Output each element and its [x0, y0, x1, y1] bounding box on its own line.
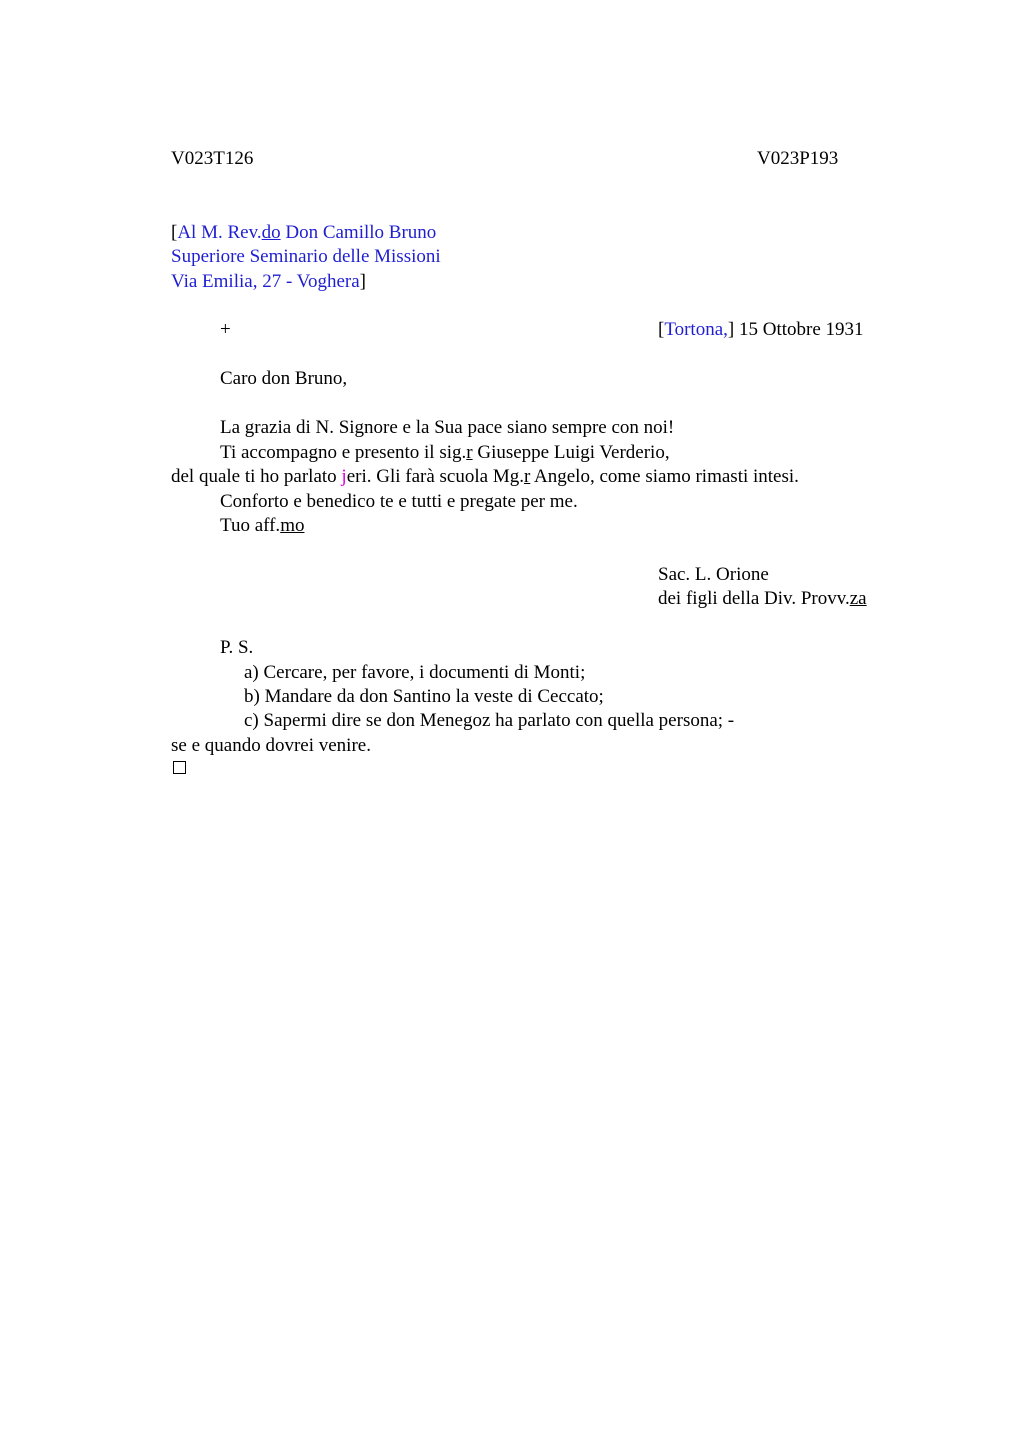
address-recipient-title: Al M. Rev.: [177, 222, 262, 243]
closing: [220, 514, 304, 538]
body-line-3: [171, 465, 799, 489]
dateline-place: Tortona,: [664, 319, 728, 340]
address-line-1: [171, 221, 436, 245]
signature-title: [658, 587, 867, 611]
closing-abbrev: mo: [280, 515, 305, 536]
body-line-2-end: Giuseppe Luigi Verderio,: [472, 442, 670, 463]
closing-text: Tuo aff.: [220, 515, 281, 536]
address-line-2: Superiore Seminario delle Missioni: [171, 246, 441, 267]
dateline: [658, 318, 864, 342]
ps-item-b: b) Mandare da don Santino la veste di Ceccato;: [244, 686, 604, 707]
signature-title-abbrev: za: [849, 588, 867, 609]
body-line-3-variant-letter: j: [341, 466, 347, 487]
address-line-3: [171, 270, 366, 294]
body-line-2: [220, 441, 670, 465]
ps-item-c-continuation: se e quando dovrei venire.: [171, 735, 371, 756]
address-city: Via Emilia, 27 - Voghera: [171, 271, 360, 292]
cross-symbol: +: [220, 319, 231, 340]
dateline-close-bracket: ]: [727, 319, 735, 340]
body-line-3-middle: eri. Gli farà scuola Mg.: [346, 466, 524, 487]
dateline-open-bracket: [: [658, 319, 665, 340]
ps-item-a: a) Cercare, per favore, i documenti di Monti;: [244, 662, 586, 683]
address-recipient-name: Don Camillo Bruno: [280, 222, 437, 243]
body-line-4: Conforto e benedico te e tutti e pregate per me.: [220, 491, 578, 512]
document-code-left: V023T126: [171, 148, 254, 169]
end-square-icon: [173, 761, 186, 774]
body-line-1: La grazia di N. Signore e la Sua pace siano sempre con noi!: [220, 417, 675, 438]
address-recipient-abbrev: do: [261, 222, 281, 243]
body-line-3-end: Angelo, come siamo rimasti intesi.: [530, 466, 799, 487]
ps-item-c: c) Sapermi dire se don Menegoz ha parlato con quella persona; -: [244, 710, 735, 731]
body-line-2-abbrev: r: [466, 442, 473, 463]
body-line-2-start: Ti accompagno e presento il sig.: [220, 442, 467, 463]
document-code-right: V023P193: [757, 148, 839, 169]
address-close-bracket: ]: [359, 271, 366, 292]
body-line-3-start: del quale ti ho parlato: [171, 466, 342, 487]
salutation: Caro don Bruno,: [220, 368, 348, 389]
signature-name: Sac. L. Orione: [658, 564, 769, 585]
dateline-date: 15 Ottobre 1931: [734, 319, 864, 340]
body-line-3-abbrev: r: [523, 466, 531, 487]
signature-title-text: dei figli della Div. Provv.: [658, 588, 850, 609]
ps-label: P. S.: [220, 637, 254, 658]
address-open-bracket: [: [171, 222, 178, 243]
